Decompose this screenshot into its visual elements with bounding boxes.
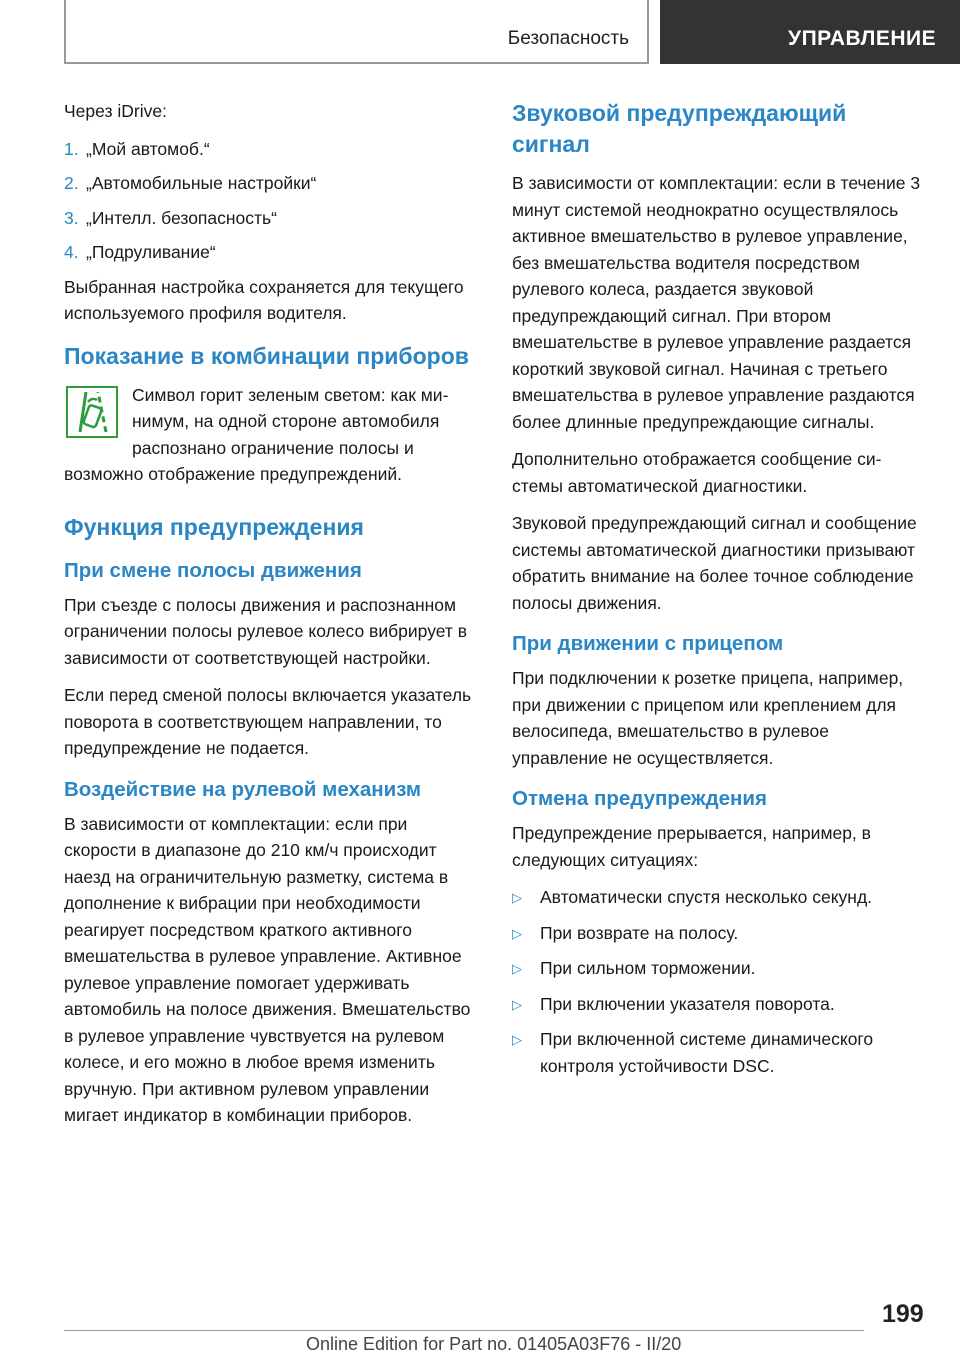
list-item-text: При включенной системе динамического контроля устойчивости DSC. [540,1029,874,1076]
step-text: „Мой автомоб.“ [86,138,210,159]
list-item-text: При возврате на полосу. [540,922,739,943]
list-item-text: Автоматически спустя несколько секунд. [540,887,873,907]
step-number: 2. [64,173,79,193]
cancel-intro: Предупреждение прерывается, например, в следующих ситуациях: [512,823,871,870]
heading-trailer: При движении с прицепом [512,632,784,655]
bullet-triangle-icon: ▷ [512,925,522,941]
footer-divider [64,1330,864,1331]
saved-note: Выбранная настройка сохраняется для текущего используемого профиля водителя. [64,276,464,323]
trailer-paragraph: При подключении к розетке прицепа, например, при движении с прицепом или креплением для велосипеда, вмешательство в рулевое управление не осуществляется. [512,668,904,768]
lane-change-paragraph: Если перед сменой полосы включается указатель поворота в соответствующем направлении, то предупреждение не подается. [64,685,472,758]
bullet-triangle-icon: ▷ [512,1032,522,1047]
step-number: 1. [64,138,79,159]
lane-change-paragraph: При съезде с полосы движения и распознанном ограничении полосы рулевое колесо вибрирует в зависимости от соответствующей настройки. [64,594,468,668]
footer-edition: Online Edition for Part no. 01405A03F76 - II/20 [306,1334,682,1354]
step-text: „Интелл. безопасность“ [86,207,277,228]
step-text: „Подруливание“ [86,242,216,262]
step-item [64,205,476,232]
heading-lane-change: При смене полосы движения [64,558,362,582]
heading-cluster-display: Показание в комбинации приборов [64,342,469,369]
bullet-triangle-icon: ▷ [512,961,522,976]
acoustic-paragraph: Звуковой предупреждающий сигнал и сообщение системы автоматической диагностики призывают обратить внимание на более точное соблюдение полосы движения. [512,513,917,613]
list-item [512,884,924,912]
acoustic-paragraph: Дополнительно отображается сообщение системы автоматической диагностики. [512,449,882,496]
heading-cancel-warning: Отмена предупреждения [512,787,767,810]
cluster-text: Символ горит зеленым светом: как минимум, на одной стороне автомобиля распознано ограничение полосы и возможно отображение предупреждений. [64,384,449,484]
cancel-list [512,884,924,1079]
bullet-triangle-icon: ▷ [512,996,522,1012]
list-item [512,955,924,983]
step-text: „Автомобильные настройки“ [86,173,317,193]
step-number: 4. [64,242,79,262]
list-item-text: При сильном торможении. [540,958,756,978]
header-section-title: Безопасность [507,28,629,49]
step-item [64,239,476,266]
list-item [512,991,924,1019]
page-number: 199 [882,1300,924,1328]
lane-keeping-assist-icon [66,386,118,438]
heading-acoustic-warning: Звуковой предупреждающий сигнал [512,100,847,157]
heading-warning-function: Функция предупреждения [64,513,364,540]
right-column [512,98,924,1087]
heading-steering-intervention: Воздействие на рулевой механизм [64,777,422,801]
left-column [64,98,476,1140]
bullet-triangle-icon: ▷ [512,890,522,905]
list-item [512,920,924,948]
step-item [64,136,476,163]
step-item [64,170,476,197]
acoustic-paragraph: В зависимости от комплектации: если в течение 3 минут системой неоднократно осуществлялось активное вмешательство в рулевое управление, без вмешательства водителя посредством рулевого колеса, раздается звуковой предупреждающий сигнал. При втором вмешательстве в рулевое управление раздается короткий звуковой сигнал. Начиная с третьего вмешательства в рулевое управление раздаются более длинные предупреждающие сигналы. [512,173,921,432]
idrive-intro: Через iDrive: [64,101,167,121]
header-section-box [64,0,649,64]
steering-paragraph: В зависимости от комплектации: если при скорости в диапазоне до 210 км/ч происходит наезд на ограничительную разметку, система в дополнение к вибрации при необходимости реагирует посредством краткого активного вмешательства в рулевое управление. Активное рулевое управление помогает удерживать автомобиль на полосе движения. Вмешательство в рулевое управление чувствуется на рулевом колесе, и его можно в любое время изменить вручную. При активном рулевом управлении мигает индикатор в комбинации приборов. [64,813,471,1125]
list-item [512,1026,924,1079]
step-number: 3. [64,207,79,228]
cluster-block [64,382,476,488]
header-chapter-title: УПРАВЛЕНИЕ [788,27,937,50]
idrive-steps [64,136,476,266]
list-item-text: При включении указателя поворота. [540,993,835,1014]
header-chapter-tab [660,0,960,64]
